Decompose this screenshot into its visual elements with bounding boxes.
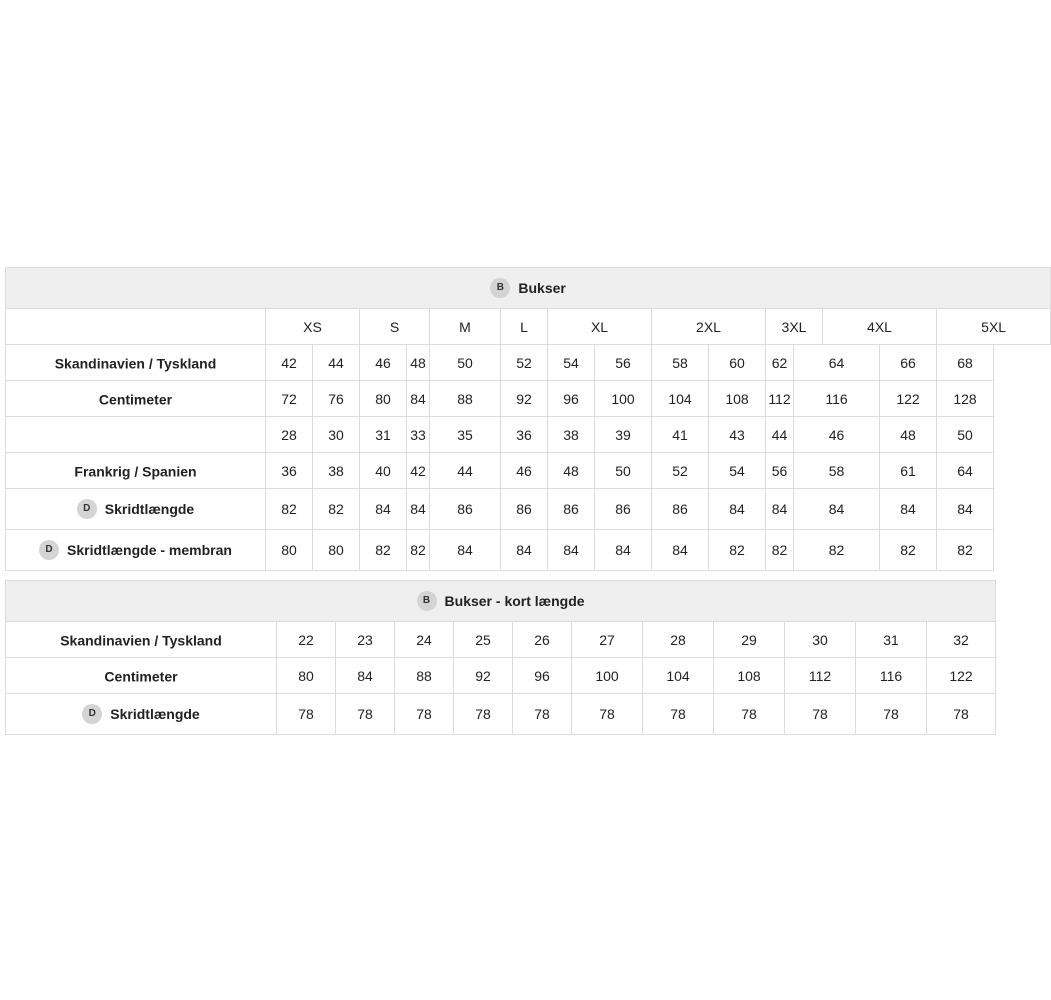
size-value-cell: 108 (709, 381, 766, 417)
size-value-cell: 84 (652, 530, 709, 571)
size-value-cell: 44 (430, 453, 501, 489)
size-value-cell: 122 (927, 658, 996, 694)
size-value-cell: 82 (313, 489, 360, 530)
size-value-cell: 44 (766, 417, 794, 453)
size-value-cell: 104 (652, 381, 709, 417)
size-value-cell: 78 (643, 694, 714, 735)
size-value-cell: 86 (595, 489, 652, 530)
size-value-cell: 82 (766, 530, 794, 571)
pants-table-title: B Bukser (6, 268, 1051, 309)
size-value-cell: 84 (430, 530, 501, 571)
size-value-cell: 27 (572, 622, 643, 658)
size-value-cell: 58 (794, 453, 880, 489)
badge-b: B (490, 278, 510, 298)
size-value-cell: 40 (360, 453, 407, 489)
size-value-cell: 78 (714, 694, 785, 735)
size-value-cell: 84 (336, 658, 395, 694)
size-value-cell: 92 (454, 658, 513, 694)
size-value-cell: 78 (454, 694, 513, 735)
row-label (6, 417, 266, 453)
row-label: Centimeter (6, 658, 277, 694)
size-value-cell: 36 (266, 453, 313, 489)
table-row (6, 489, 1051, 530)
badge-b: B (417, 591, 437, 611)
size-value-cell: 50 (595, 453, 652, 489)
size-value-cell: 42 (407, 453, 430, 489)
size-value-cell: 86 (430, 489, 501, 530)
size-value-cell: 96 (548, 381, 595, 417)
row-label: D Skridtlængde (6, 694, 277, 735)
table-row (6, 694, 996, 735)
size-value-cell: 61 (880, 453, 937, 489)
size-value-cell: 78 (336, 694, 395, 735)
size-value-cell: 92 (501, 381, 548, 417)
size-value-cell: 32 (927, 622, 996, 658)
header-empty-cell (6, 309, 266, 345)
short-pants-table-title: B Bukser - kort længde (6, 581, 996, 622)
size-value-cell: 104 (643, 658, 714, 694)
size-value-cell: 84 (766, 489, 794, 530)
size-header: 2XL (652, 309, 766, 345)
size-value-cell: 82 (709, 530, 766, 571)
size-header: 4XL (823, 309, 937, 345)
size-value-cell: 52 (501, 345, 548, 381)
size-value-cell: 48 (407, 345, 430, 381)
size-value-cell: 64 (794, 345, 880, 381)
badge-d: D (82, 704, 102, 724)
row-label: Centimeter (6, 381, 266, 417)
size-value-cell: 78 (856, 694, 927, 735)
size-value-cell: 24 (395, 622, 454, 658)
size-header: S (360, 309, 430, 345)
size-value-cell: 36 (501, 417, 548, 453)
size-value-cell: 39 (595, 417, 652, 453)
row-label: D Skridtlængde - membran (6, 530, 266, 571)
size-value-cell: 54 (548, 345, 595, 381)
size-value-cell: 38 (548, 417, 595, 453)
badge-d: D (39, 540, 59, 560)
size-value-cell: 80 (266, 530, 313, 571)
size-value-cell: 76 (313, 381, 360, 417)
size-value-cell: 72 (266, 381, 313, 417)
size-value-cell: 82 (794, 530, 880, 571)
size-value-cell: 100 (572, 658, 643, 694)
size-value-cell: 108 (714, 658, 785, 694)
size-value-cell: 58 (652, 345, 709, 381)
size-value-cell: 62 (766, 345, 794, 381)
size-value-cell: 82 (360, 530, 407, 571)
size-value-cell: 84 (709, 489, 766, 530)
size-value-cell: 60 (709, 345, 766, 381)
size-value-cell: 80 (313, 530, 360, 571)
size-value-cell: 30 (785, 622, 856, 658)
badge-d: D (77, 499, 97, 519)
size-value-cell: 56 (595, 345, 652, 381)
size-value-cell: 88 (430, 381, 501, 417)
size-value-cell: 84 (794, 489, 880, 530)
size-value-cell: 56 (766, 453, 794, 489)
size-value-cell: 100 (595, 381, 652, 417)
size-header-row (6, 309, 1051, 345)
size-value-cell: 82 (937, 530, 994, 571)
size-value-cell: 52 (652, 453, 709, 489)
size-value-cell: 84 (407, 489, 430, 530)
size-value-cell: 78 (513, 694, 572, 735)
size-value-cell: 128 (937, 381, 994, 417)
row-label: Skandinavien / Tyskland (6, 345, 266, 381)
size-value-cell: 46 (501, 453, 548, 489)
size-value-cell: 26 (513, 622, 572, 658)
size-value-cell: 86 (548, 489, 595, 530)
size-value-cell: 112 (785, 658, 856, 694)
size-value-cell: 25 (454, 622, 513, 658)
size-value-cell: 84 (595, 530, 652, 571)
row-label: Skandinavien / Tyskland (6, 622, 277, 658)
size-header: L (501, 309, 548, 345)
size-header: 5XL (937, 309, 1051, 345)
size-value-cell: 96 (513, 658, 572, 694)
row-label: Frankrig / Spanien (6, 453, 266, 489)
table-row (6, 530, 1051, 571)
pants-size-table (5, 267, 1051, 571)
size-header: XL (548, 309, 652, 345)
size-value-cell: 82 (266, 489, 313, 530)
size-value-cell: 78 (395, 694, 454, 735)
size-value-cell: 23 (336, 622, 395, 658)
size-value-cell: 44 (313, 345, 360, 381)
size-value-cell: 38 (313, 453, 360, 489)
size-header: 3XL (766, 309, 823, 345)
table-row (6, 453, 1051, 489)
size-value-cell: 43 (709, 417, 766, 453)
size-value-cell: 86 (652, 489, 709, 530)
size-value-cell: 78 (785, 694, 856, 735)
size-value-cell: 42 (266, 345, 313, 381)
size-value-cell: 68 (937, 345, 994, 381)
size-value-cell: 116 (856, 658, 927, 694)
size-value-cell: 29 (714, 622, 785, 658)
size-value-cell: 66 (880, 345, 937, 381)
size-value-cell: 50 (937, 417, 994, 453)
size-value-cell: 31 (360, 417, 407, 453)
size-value-cell: 78 (277, 694, 336, 735)
size-value-cell: 84 (548, 530, 595, 571)
size-value-cell: 80 (277, 658, 336, 694)
size-value-cell: 78 (572, 694, 643, 735)
size-value-cell: 84 (407, 381, 430, 417)
size-value-cell: 33 (407, 417, 430, 453)
size-value-cell: 46 (794, 417, 880, 453)
size-value-cell: 41 (652, 417, 709, 453)
size-value-cell: 22 (277, 622, 336, 658)
size-value-cell: 86 (501, 489, 548, 530)
table-row (6, 381, 1051, 417)
size-value-cell: 30 (313, 417, 360, 453)
size-value-cell: 122 (880, 381, 937, 417)
size-value-cell: 84 (880, 489, 937, 530)
size-value-cell: 88 (395, 658, 454, 694)
size-header: M (430, 309, 501, 345)
size-value-cell: 82 (880, 530, 937, 571)
size-value-cell: 80 (360, 381, 407, 417)
size-value-cell: 84 (937, 489, 994, 530)
size-value-cell: 82 (407, 530, 430, 571)
size-value-cell: 31 (856, 622, 927, 658)
table-row (6, 622, 996, 658)
size-value-cell: 112 (766, 381, 794, 417)
size-value-cell: 54 (709, 453, 766, 489)
size-value-cell: 48 (880, 417, 937, 453)
table-row (6, 345, 1051, 381)
size-value-cell: 48 (548, 453, 595, 489)
row-label: D Skridtlængde (6, 489, 266, 530)
size-value-cell: 116 (794, 381, 880, 417)
table-row (6, 658, 996, 694)
size-value-cell: 78 (927, 694, 996, 735)
size-value-cell: 28 (643, 622, 714, 658)
size-value-cell: 50 (430, 345, 501, 381)
table-row (6, 417, 1051, 453)
size-value-cell: 84 (501, 530, 548, 571)
size-value-cell: 28 (266, 417, 313, 453)
size-value-cell: 64 (937, 453, 994, 489)
size-value-cell: 84 (360, 489, 407, 530)
size-value-cell: 35 (430, 417, 501, 453)
short-pants-size-table (5, 580, 996, 735)
size-value-cell: 46 (360, 345, 407, 381)
size-header: XS (266, 309, 360, 345)
